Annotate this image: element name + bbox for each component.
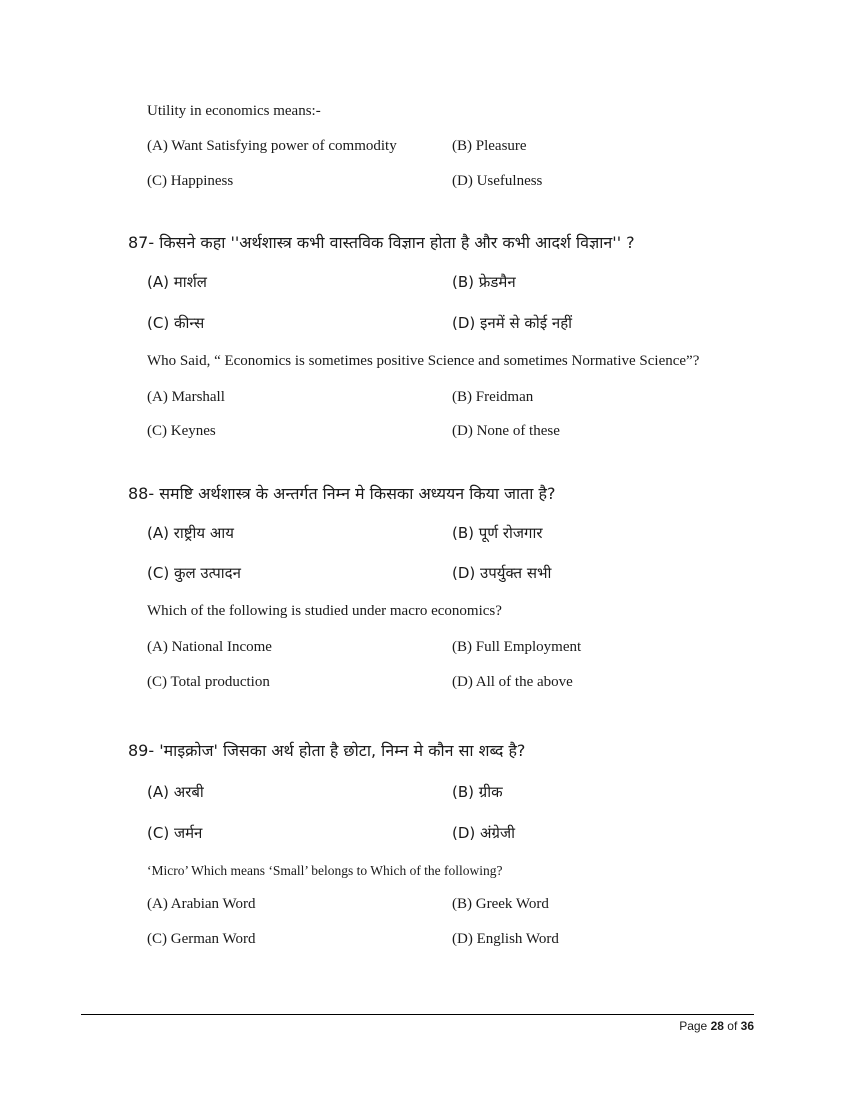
q88-option-c: (C) Total production [147, 674, 270, 690]
page-label: Page [679, 1019, 708, 1033]
q87-hindi-option-a: (A) मार्शल [147, 273, 207, 291]
q86-option-b: (B) Pleasure [452, 138, 527, 154]
q89-option-c: (C) German Word [147, 931, 256, 947]
q89-hindi-option-d: (D) अंग्रेजी [452, 824, 515, 842]
q86-option-a: (A) Want Satisfying power of commodity [147, 138, 397, 154]
q89-option-d: (D) English Word [452, 931, 559, 947]
q86-question-english: Utility in economics means:- [147, 103, 321, 119]
q87-option-a: (A) Marshall [147, 389, 225, 405]
q86-option-c: (C) Happiness [147, 173, 234, 189]
q89-hindi-option-c: (C) जर्मन [147, 824, 203, 842]
q89-question-hindi: 89- 'माइक्रोज' जिसका अर्थ होता है छोटा, निम्न मे कौन सा शब्द है? [128, 741, 526, 760]
current-page-number: 28 [710, 1019, 724, 1033]
q89-option-a: (A) Arabian Word [147, 896, 256, 912]
q87-question-english: Who Said, “ Economics is sometimes positive Science and sometimes Normative Science”? [147, 353, 700, 369]
q86-option-d: (D) Usefulness [452, 173, 543, 189]
q89-option-b: (B) Greek Word [452, 896, 549, 912]
q88-option-a: (A) National Income [147, 639, 272, 655]
q89-hindi-option-b: (B) ग्रीक [452, 783, 503, 801]
of-label: of [727, 1019, 738, 1033]
q87-option-b: (B) Freidman [452, 389, 534, 405]
q88-hindi-option-d: (D) उपर्युक्त सभी [452, 564, 552, 582]
q87-question-hindi: 87- किसने कहा ''अर्थशास्त्र कभी वास्तविक विज्ञान होता है और कभी आदर्श विज्ञान'' ? [128, 233, 635, 252]
q87-option-d: (D) None of these [452, 423, 560, 439]
q89-question-english: ‘Micro’ Which means ‘Small’ belongs to Which of the following? [147, 863, 503, 878]
footer-divider [81, 1014, 754, 1015]
q88-question-hindi: 88- समष्टि अर्थशास्त्र के अन्तर्गत निम्न मे किसका अध्ययन किया जाता है? [128, 484, 556, 503]
page-number-footer [679, 1019, 754, 1033]
q88-hindi-option-c: (C) कुल उत्पादन [147, 564, 241, 582]
q87-hindi-option-d: (D) इनमें से कोई नहीं [452, 314, 573, 332]
q88-option-d: (D) All of the above [452, 674, 573, 690]
q88-hindi-option-b: (B) पूर्ण रोजगार [452, 524, 543, 542]
q88-question-english: Which of the following is studied under macro economics? [147, 603, 502, 619]
q87-option-c: (C) Keynes [147, 423, 216, 439]
q89-hindi-option-a: (A) अरबी [147, 783, 204, 801]
total-pages: 36 [740, 1019, 754, 1033]
q87-hindi-option-c: (C) कीन्स [147, 314, 205, 332]
q87-hindi-option-b: (B) फ्रेडमैन [452, 273, 516, 291]
q88-hindi-option-a: (A) राष्ट्रीय आय [147, 524, 234, 542]
q88-option-b: (B) Full Employment [452, 639, 582, 655]
